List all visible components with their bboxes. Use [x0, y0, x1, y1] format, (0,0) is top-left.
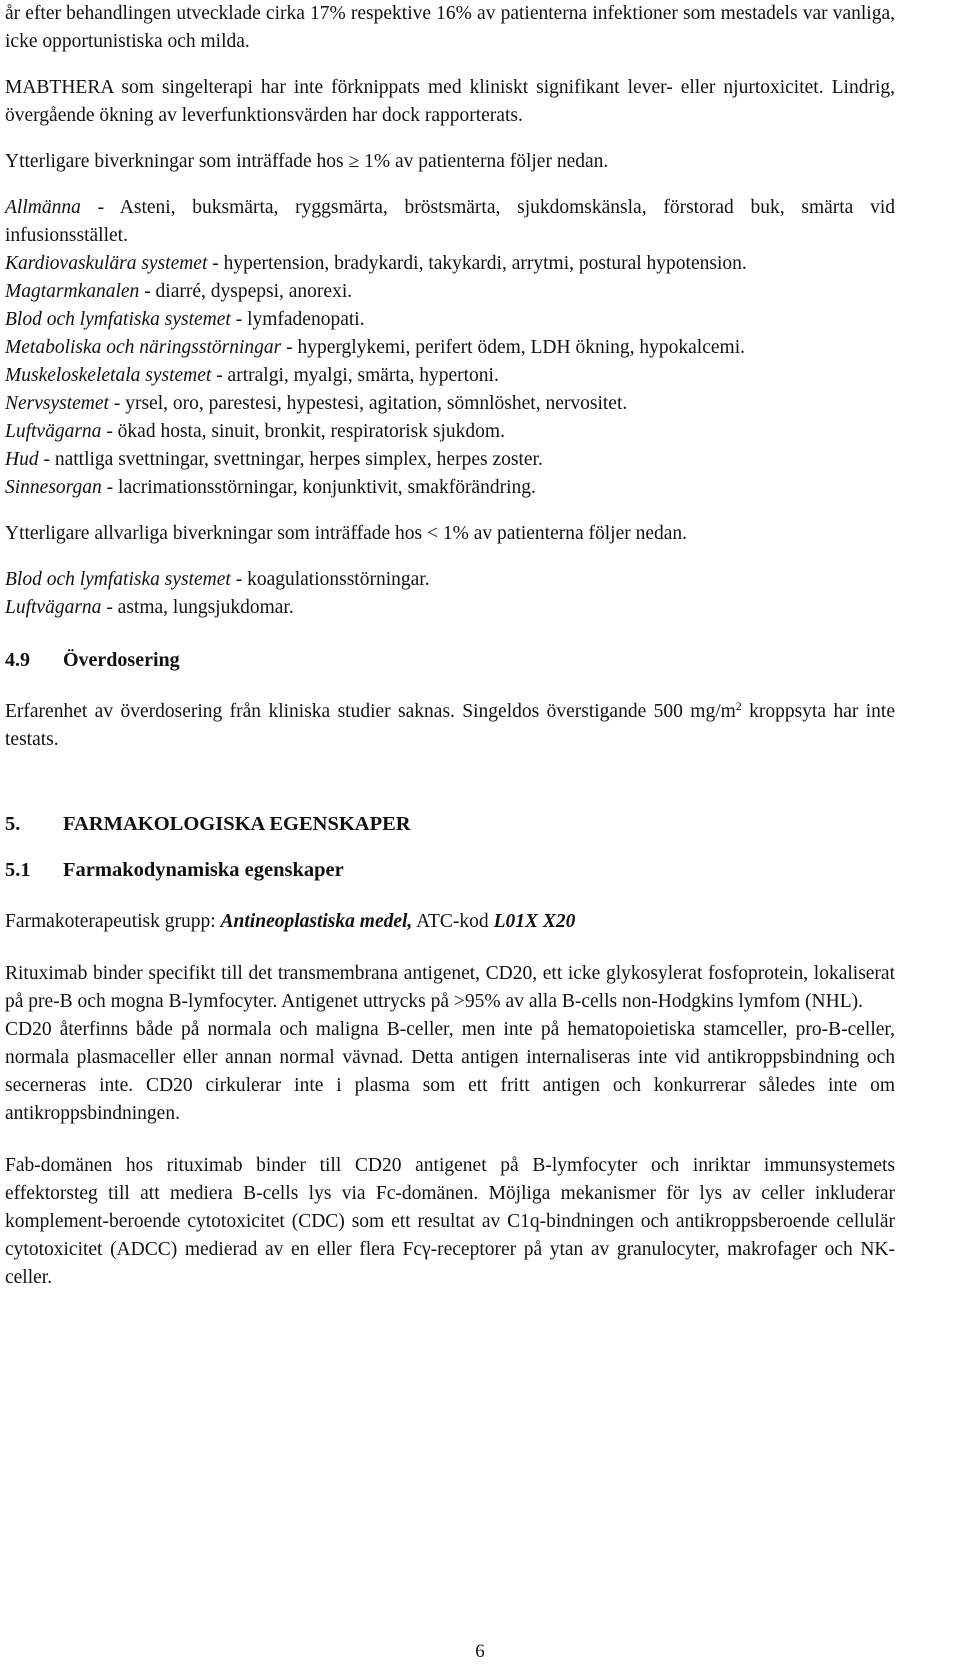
- adverse-item: Luftvägarna - ökad hosta, sinuit, bronkit, respiratorisk sjukdom.: [5, 421, 505, 442]
- page-number: 6: [475, 1641, 485, 1662]
- adverse-item: Nervsystemet - yrsel, oro, parestesi, hypestesi, agitation, sömnlöshet, nervositet.: [5, 393, 628, 414]
- adverse-common-list: [5, 194, 895, 502]
- adverse-item: Luftvägarna - astma, lungsjukdomar.: [5, 597, 294, 618]
- adverse-serious-list: [5, 566, 895, 622]
- adverse-item: Metaboliska och näringsstörningar - hyperglykemi, perifert ödem, LDH ökning, hypokalcemi.: [5, 337, 745, 358]
- adverse-item: Blod och lymfatiska systemet - lymfadenopati.: [5, 309, 365, 330]
- heading-farmakologiska-egenskaper: 5. FARMAKOLOGISKA EGENSKAPER: [5, 813, 411, 835]
- adverse-item: Magtarmkanalen - diarré, dyspepsi, anorexi.: [5, 281, 353, 302]
- superscript-2: 2: [735, 699, 742, 713]
- adverse-item: Muskeloskeletala systemet - artralgi, myalgi, smärta, hypertoni.: [5, 365, 499, 386]
- adverse-item: Kardiovaskulära systemet - hypertension, bradykardi, takykardi, arrytmi, postural hypotension.: [5, 253, 747, 274]
- atc-line: Farmakoterapeutisk grupp: Antineoplastiska medel, ATC-kod L01X X20: [5, 911, 576, 932]
- body-paragraph-binding: Rituximab binder specifikt till det transmembrana antigenet, CD20, ett icke glykosylerat fosfoprotein, lokaliserat på pre-B och mogna B-lymfocyter. Antigenet uttrycks på >95% av alla B-cells non-Hodgkins lymfom (NHL).: [5, 963, 895, 1012]
- adverse-item: Sinnesorgan - lacrimationsstörningar, konjunktivit, smakförändring.: [5, 477, 536, 498]
- body-paragraph-cd20: CD20 återfinns både på normala och maligna B-celler, men inte på hematopoietiska stamceller, pro-B-celler, normala plasmaceller eller annan normal vävnad. Detta antigen internaliseras inte vid antikroppsbindning och secerneras inte. CD20 cirkulerar inte i plasma som ett fritt antigen och konkurrerar således inte om antikroppsbindningen.: [5, 1019, 895, 1124]
- intro-paragraph-infections: år efter behandlingen utvecklade cirka 17% respektive 16% av patienterna infektioner som mestadels var vanliga, icke opportunistiska och milda.: [5, 3, 895, 52]
- heading-overdosering: 4.9 Överdosering: [5, 649, 180, 671]
- heading-farmakodynamiska-egenskaper: 5.1 Farmakodynamiska egenskaper: [5, 859, 344, 881]
- document-page: [5, 0, 895, 1292]
- overdose-paragraph: Erfarenhet av överdosering från kliniska studier saknas. Singeldos överstigande 500 $mg/m^2$ kroppsyta har inte testats.: [5, 699, 895, 750]
- body-paragraph-mechanism: Fab-domänen hos rituximab binder till CD20 antigenet på B-lymfocyter och inriktar immunsystemets effektorsteg till att mediera B-cells lys via Fc-domänen. Möjliga mekanismer för lys av celler inkluderar komplement-beroende cytotoxicitet (CDC) som ett resultat av C1q-bindningen och antikroppsberoende cellulär cytotoxicitet (ADCC) medierad av en eller flera Fcγ-receptorer på ytan av granulocyter, makrofager och NK-celler.: [5, 1155, 895, 1288]
- adverse-item: Allmänna - Asteni, buksmärta, ryggsmärta, bröstsmärta, sjukdomskänsla, förstorad buk, smärta vid infusionsstället.: [5, 197, 895, 246]
- adverse-item: Blod och lymfatiska systemet - koagulationsstörningar.: [5, 569, 430, 590]
- serious-intro-paragraph: Ytterligare allvarliga biverkningar som inträffade hos < 1% av patienterna följer nedan.: [5, 523, 688, 544]
- intro-paragraph-additional: Ytterligare biverkningar som inträffade hos ≥ 1% av patienterna följer nedan.: [5, 151, 609, 172]
- greater-equal-symbol: ≥: [348, 151, 360, 172]
- intro-paragraph-toxicity: MABTHERA som singelterapi har inte förknippats med kliniskt signifikant lever- eller njurtoxicitet. Lindrig, övergående ökning av leverfunktionsvärden har dock rapporterats.: [5, 77, 895, 126]
- adverse-item: Hud - nattliga svettningar, svettningar, herpes simplex, herpes zoster.: [5, 449, 543, 470]
